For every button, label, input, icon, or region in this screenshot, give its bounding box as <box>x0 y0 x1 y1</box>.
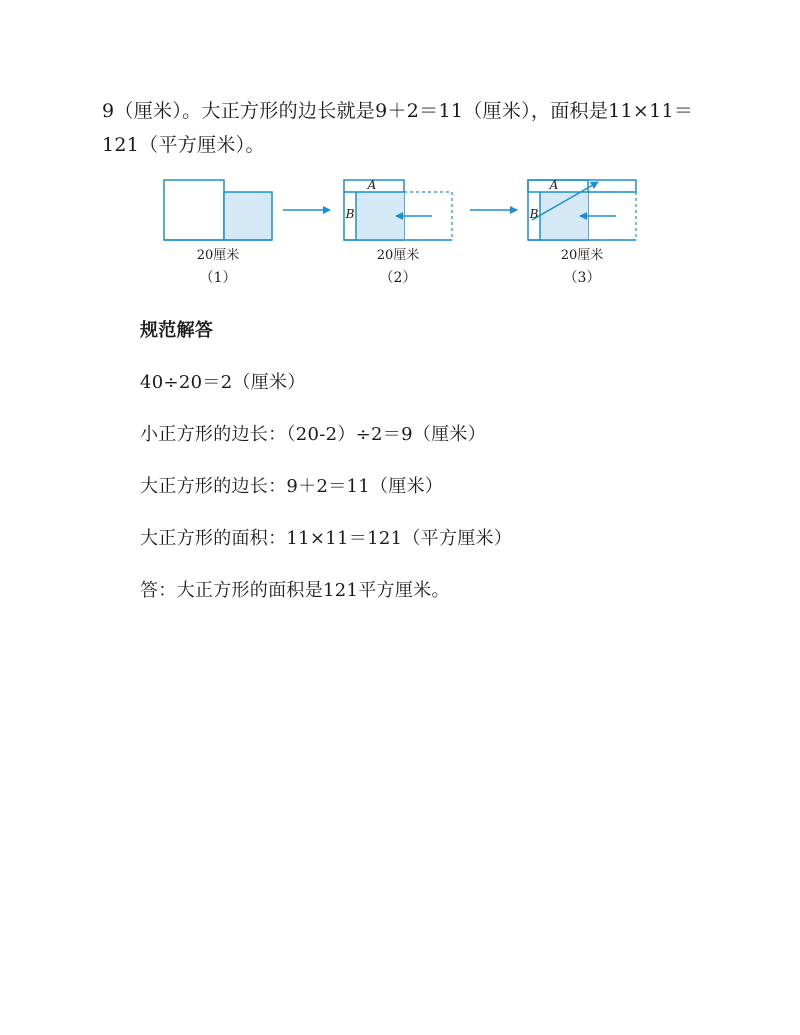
intro-text <box>102 94 702 162</box>
panel-3-width-label: 20厘米 <box>560 248 604 263</box>
intro-line-1: 9（厘米）。大正方形的边长就是9＋2＝11（厘米），面积是11×11＝ <box>102 100 694 122</box>
panel-2 <box>344 178 452 286</box>
panel-2-label-a: A <box>367 178 377 192</box>
solution-line-4: 大正方形的面积：11×11＝121（平方厘米） <box>140 528 513 549</box>
panel-1-width-label: 20厘米 <box>196 248 240 263</box>
square-diagram-svg <box>150 168 650 293</box>
solution-heading: 规范解答 <box>140 320 214 341</box>
panel-1-caption: （1） <box>199 270 237 286</box>
panel-2-label-b: B <box>345 207 355 221</box>
panel-1-small-square <box>224 192 272 240</box>
panel-3-caption: （3） <box>563 270 601 286</box>
solution-line-1: 40÷20＝2（厘米） <box>140 372 306 393</box>
panel-1 <box>164 180 272 286</box>
solution-line-2: 小正方形的边长：（20-2）÷2＝9（厘米） <box>140 424 487 445</box>
panel-3-label-b: B <box>529 207 539 221</box>
panel-3-label-a: A <box>549 178 559 192</box>
solution-answer: 答：大正方形的面积是121平方厘米。 <box>140 580 450 601</box>
panel-2-width-label: 20厘米 <box>376 248 420 263</box>
panel-1-big-square <box>164 180 224 240</box>
intro-line-2: 121（平方厘米）。 <box>102 134 265 156</box>
solution-line-3: 大正方形的边长：9＋2＝11（厘米） <box>140 476 444 497</box>
panel-2-caption: （2） <box>379 270 417 286</box>
solution-section <box>140 318 740 630</box>
panel-3 <box>528 178 636 286</box>
square-diagram <box>150 168 650 293</box>
